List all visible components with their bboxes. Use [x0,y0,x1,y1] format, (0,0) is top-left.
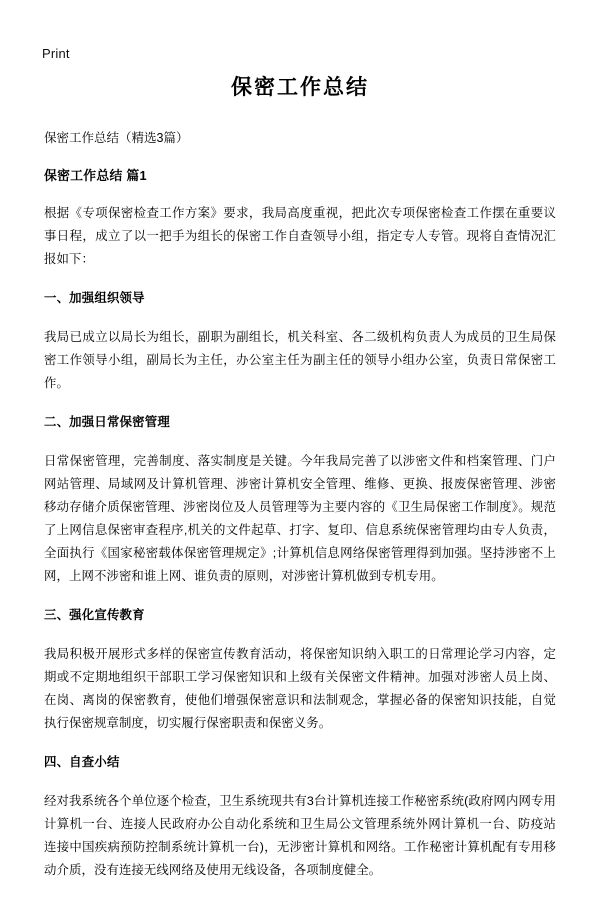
sub-heading: 二、加强日常保密管理 [44,415,170,429]
page-title: 保密工作总结 [231,76,369,99]
paragraph: 经对我系统各个单位逐个检查，卫生系统现共有3台计算机连接工作秘密系统(政府网内网专用计算机一台、连接人民政府办公自动化系统和卫生局公文管理系统外网计算机一台、防疫站连接中国疾病预防控制系统计算机一台)，无涉密计算机和网络。工作秘密计算机配有专用移动介质，没有连接无线网络及使用无线设备，各项制度健全。 [44,794,556,877]
document-subtitle: 保密工作总结（精选3篇） [44,131,189,145]
paragraph: 我局积极开展形式多样的保密宣传教育活动，将保密知识纳入职工的日常理论学习内容，定期或不定期地组织干部职工学习保密知识和上级有关保密文件精神。加强对涉密人员上岗、在岗、离岗的保密教育，使他们增强保密意识和法制观念，掌握必备的保密知识技能，自觉执行保密规章制度，切实履行保密职责和保密义务。 [44,647,556,730]
print-button[interactable]: Print [42,46,70,61]
section-heading: 保密工作总结 篇1 [44,168,147,183]
sub-heading: 一、加强组织领导 [44,291,145,305]
sub-heading: 四、自查小结 [44,755,120,769]
paragraph: 日常保密管理，完善制度、落实制度是关键。今年我局完善了以涉密文件和档案管理、门户网站管理、局域网及计算机管理、涉密计算机安全管理、维修、更换、报废保密管理、涉密移动存储介质保密管理、涉密岗位及人员管理等为主要内容的《卫生局保密工作制度》。规范了上网信息保密审查程序,机关的文件起草、打字、复印、信息系统保密管理均由专人负责，全面执行《国家秘密载体保密管理规定》;计算机信息网络保密管理得到加强。坚持涉密不上网，上网不涉密和谁上网、谁负责的原则，对涉密计算机做到专机专用。 [44,454,556,583]
document-content [44,74,556,898]
paragraph: 我局已成立以局长为组长，副职为副组长，机关科室、各二级机构负责人为成员的卫生局保密工作领导小组，副局长为主任，办公室主任为副主任的领导小组办公室，负责日常保密工作。 [44,330,556,390]
paragraph: 根据《专项保密检查工作方案》要求，我局高度重视，把此次专项保密检查工作摆在重要议事日程，成立了以一把手为组长的保密工作自查领导小组，指定专人专管。现将自查情况汇报如下： [44,206,556,266]
sub-heading: 三、强化宣传教育 [44,608,145,622]
